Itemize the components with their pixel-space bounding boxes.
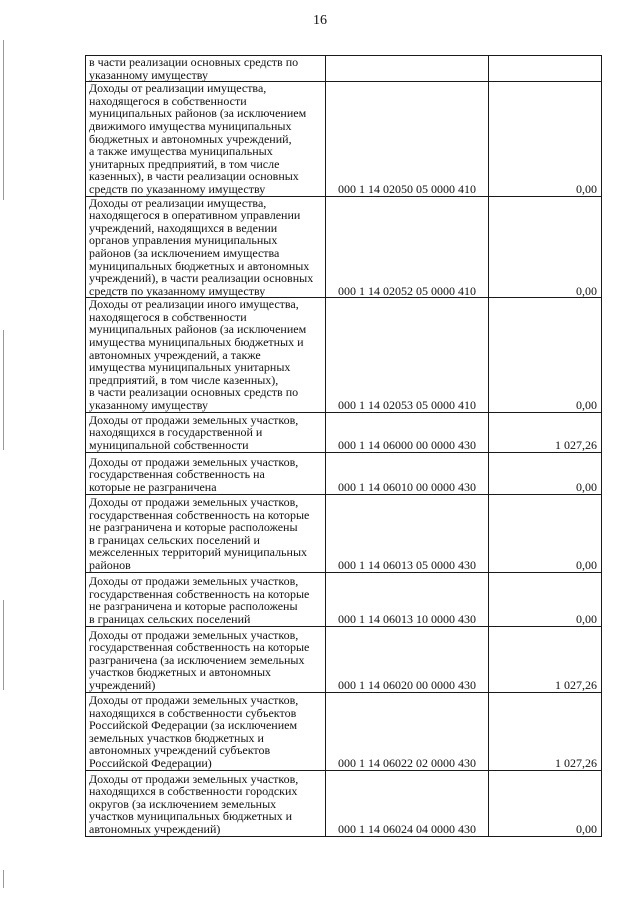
- amount-cell: 0,00: [489, 82, 602, 196]
- scan-edge-mark: [3, 870, 4, 888]
- table-row: [86, 412, 602, 452]
- revenue-name-cell: Доходы от продажи земельных участков, государственная собственность на которые не разграничена: [86, 452, 326, 494]
- revenue-name-cell: Доходы от продажи земельных участков, находящихся в собственности городских округов (за исключением земельных участков муниципальных бюджетных и автономных учреждений): [86, 770, 326, 836]
- table-row: [86, 770, 602, 836]
- revenue-name-cell: Доходы от реализации имущества, находящегося в собственности муниципальных районов (за исключением движимого имущества муниципальных бюджетных и автономных учреждений, а также имущества муниципальных унитарных предприятий, в том числе казенных), в части реализации основных средств по указанному имуществу: [86, 82, 326, 196]
- budget-code-cell: 000 1 14 06013 10 0000 430: [326, 572, 489, 626]
- amount-cell: 1 027,26: [489, 626, 602, 692]
- amount-cell: [489, 56, 602, 82]
- budget-code-cell: 000 1 14 06000 00 0000 430: [326, 412, 489, 452]
- revenue-table-body: [86, 56, 602, 837]
- budget-code-cell: [326, 56, 489, 82]
- revenue-name-cell: Доходы от продажи земельных участков, находящихся в государственной и муниципальной собственности: [86, 412, 326, 452]
- amount-cell: 0,00: [489, 770, 602, 836]
- revenue-name-cell: Доходы от продажи земельных участков, государственная собственность на которые не разграничена и которые расположены в границах сельских поселений и межселенных территорий муниципальных районов: [86, 494, 326, 572]
- revenue-table: [85, 55, 602, 837]
- table-row: [86, 56, 602, 82]
- budget-code-cell: 000 1 14 06022 02 0000 430: [326, 692, 489, 770]
- table-row: [86, 298, 602, 412]
- table-row: [86, 692, 602, 770]
- amount-cell: 0,00: [489, 494, 602, 572]
- table-row: [86, 196, 602, 298]
- amount-cell: 1 027,26: [489, 412, 602, 452]
- amount-cell: 1 027,26: [489, 692, 602, 770]
- budget-code-cell: 000 1 14 02053 05 0000 410: [326, 298, 489, 412]
- table-row: [86, 626, 602, 692]
- revenue-name-cell: Доходы от реализации имущества, находящегося в оперативном управлении учреждений, находящихся в ведении органов управления муниципальных районов (за исключением имущества муниципальных бюджетных и автономных учреждений), в части реализации основных средств по указанному имуществу: [86, 196, 326, 298]
- scan-edge-mark: [3, 330, 4, 450]
- table-row: [86, 452, 602, 494]
- revenue-name-cell: Доходы от продажи земельных участков, государственная собственность на которые не разграничена и которые расположены в границах сельских поселений: [86, 572, 326, 626]
- amount-cell: 0,00: [489, 196, 602, 298]
- budget-code-cell: 000 1 14 06010 00 0000 430: [326, 452, 489, 494]
- budget-code-cell: 000 1 14 06013 05 0000 430: [326, 494, 489, 572]
- table-row: [86, 572, 602, 626]
- amount-cell: 0,00: [489, 298, 602, 412]
- revenue-name-cell: Доходы от продажи земельных участков, находящихся в собственности субъектов Российской Федерации (за исключением земельных участков бюджетных и автономных учреждений субъектов Российской Федерации): [86, 692, 326, 770]
- revenue-name-cell: Доходы от продажи земельных участков, государственная собственность на которые разграничена (за исключением земельных участков бюджетных и автономных учреждений): [86, 626, 326, 692]
- amount-cell: 0,00: [489, 572, 602, 626]
- budget-code-cell: 000 1 14 06020 00 0000 430: [326, 626, 489, 692]
- amount-cell: 0,00: [489, 452, 602, 494]
- scan-edge-mark: [3, 40, 4, 200]
- scan-edge-mark: [3, 600, 4, 690]
- budget-code-cell: 000 1 14 02050 05 0000 410: [326, 82, 489, 196]
- table-row: [86, 494, 602, 572]
- budget-code-cell: 000 1 14 02052 05 0000 410: [326, 196, 489, 298]
- table-row: [86, 82, 602, 196]
- revenue-name-cell: в части реализации основных средств по указанному имуществу: [86, 56, 326, 82]
- budget-code-cell: 000 1 14 06024 04 0000 430: [326, 770, 489, 836]
- page-number: 16: [313, 13, 327, 28]
- revenue-name-cell: Доходы от реализации иного имущества, находящегося в собственности муниципальных районов (за исключением имущества муниципальных бюджетных и автономных учреждений, а также имущества муниципальных унитарных предприятий, в том числе казенных), в части реализации основных средств по указанному имуществу: [86, 298, 326, 412]
